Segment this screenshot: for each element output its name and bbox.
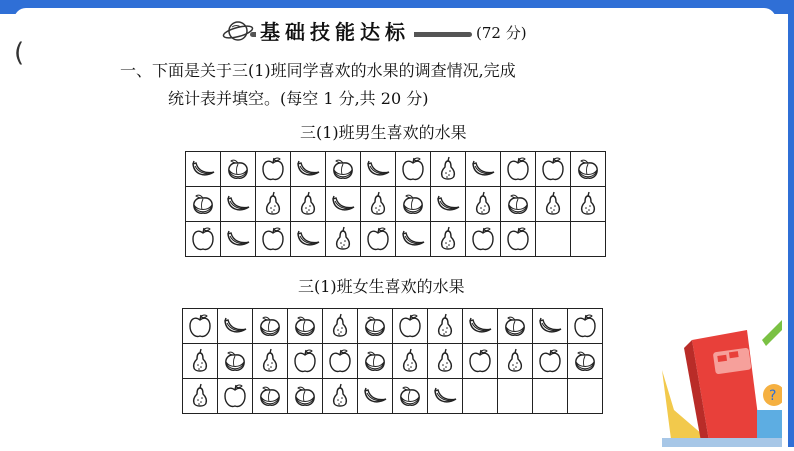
banana-icon (222, 315, 248, 337)
boys-fruit-grid (185, 151, 606, 257)
pear-icon (263, 191, 283, 217)
banana-icon (362, 385, 388, 407)
banana-icon (365, 158, 391, 180)
peach-icon (362, 314, 388, 338)
banana-cell (186, 152, 221, 187)
peach-icon (257, 384, 283, 408)
section-banner (222, 18, 474, 44)
pear-icon (333, 226, 353, 252)
peach-cell (358, 309, 393, 344)
pear-icon (435, 348, 455, 374)
pear-icon (190, 383, 210, 409)
banner-title: 基础技能达标 (256, 16, 414, 45)
banana-cell (291, 222, 326, 257)
banana-cell (431, 187, 466, 222)
banana-cell (291, 152, 326, 187)
pear-icon (330, 313, 350, 339)
planet-icon (222, 18, 256, 44)
pear-cell (431, 152, 466, 187)
apple-cell (533, 344, 568, 379)
apple-icon (293, 348, 317, 374)
pear-icon (578, 191, 598, 217)
peach-cell (288, 309, 323, 344)
apple-cell (501, 152, 536, 187)
apple-icon (401, 156, 425, 182)
peach-cell (253, 379, 288, 414)
peach-icon (362, 349, 388, 373)
banana-cell (463, 309, 498, 344)
banana-cell (361, 152, 396, 187)
apple-icon (223, 383, 247, 409)
apple-icon (261, 226, 285, 252)
svg-text:?: ? (769, 388, 777, 404)
peach-cell (326, 152, 361, 187)
apple-icon (541, 156, 565, 182)
peach-cell (393, 379, 428, 414)
empty-cell (536, 222, 571, 257)
pear-cell (326, 222, 361, 257)
banana-cell (221, 222, 256, 257)
pear-cell (361, 187, 396, 222)
pear-icon (438, 156, 458, 182)
empty-cell (571, 222, 606, 257)
pear-cell (393, 344, 428, 379)
banana-cell (358, 379, 393, 414)
empty-cell (463, 379, 498, 414)
banana-cell (218, 309, 253, 344)
apple-cell (323, 344, 358, 379)
apple-icon (468, 348, 492, 374)
apple-cell (218, 379, 253, 414)
apple-cell (256, 152, 291, 187)
banana-icon (435, 193, 461, 215)
question-line-2: 统计表并填空。(每空 1 分,共 20 分) (168, 89, 429, 108)
peach-icon (190, 192, 216, 216)
peach-icon (502, 314, 528, 338)
girls-row (183, 344, 603, 379)
apple-cell (393, 309, 428, 344)
banana-icon (190, 158, 216, 180)
boys-row (186, 187, 606, 222)
peach-icon (257, 314, 283, 338)
peach-icon (222, 349, 248, 373)
apple-cell (288, 344, 323, 379)
peach-cell (221, 152, 256, 187)
pear-cell (183, 379, 218, 414)
apple-icon (328, 348, 352, 374)
book-and-pencil-decoration (662, 300, 782, 447)
banana-cell (326, 187, 361, 222)
apple-icon (261, 156, 285, 182)
pear-cell (183, 344, 218, 379)
empty-cell (498, 379, 533, 414)
apple-icon (188, 313, 212, 339)
banana-cell (428, 379, 463, 414)
empty-cell (568, 379, 603, 414)
girls-fruit-grid (182, 308, 603, 414)
peach-icon (575, 157, 601, 181)
banana-icon (225, 193, 251, 215)
banana-icon (537, 315, 563, 337)
banana-cell (221, 187, 256, 222)
banana-icon (467, 315, 493, 337)
peach-cell (186, 187, 221, 222)
boys-row (186, 152, 606, 187)
banana-icon (295, 228, 321, 250)
pear-cell (498, 344, 533, 379)
peach-icon (292, 384, 318, 408)
pear-cell (536, 187, 571, 222)
apple-icon (538, 348, 562, 374)
banana-cell (396, 222, 431, 257)
pear-icon (190, 348, 210, 374)
peach-icon (292, 314, 318, 338)
peach-icon (505, 192, 531, 216)
apple-cell (568, 309, 603, 344)
apple-cell (256, 222, 291, 257)
pear-icon (438, 226, 458, 252)
girls-row (183, 379, 603, 414)
girls-caption: 三(1)班女生喜欢的水果 (298, 277, 465, 296)
pear-cell (571, 187, 606, 222)
pear-cell (323, 379, 358, 414)
banana-cell (533, 309, 568, 344)
apple-cell (463, 344, 498, 379)
banana-icon (225, 228, 251, 250)
banana-icon (470, 158, 496, 180)
section-score: (72 分) (476, 24, 527, 42)
peach-icon (572, 349, 598, 373)
pear-cell (253, 344, 288, 379)
apple-icon (506, 156, 530, 182)
boys-caption: 三(1)班男生喜欢的水果 (300, 123, 467, 142)
peach-cell (498, 309, 533, 344)
peach-cell (288, 379, 323, 414)
left-bracket-decoration: ( (14, 38, 25, 68)
pear-icon (543, 191, 563, 217)
peach-cell (571, 152, 606, 187)
pear-cell (428, 309, 463, 344)
apple-icon (506, 226, 530, 252)
peach-cell (501, 187, 536, 222)
pear-icon (400, 348, 420, 374)
apple-cell (396, 152, 431, 187)
peach-cell (218, 344, 253, 379)
apple-cell (361, 222, 396, 257)
peach-icon (225, 157, 251, 181)
right-frame-bar (788, 0, 794, 447)
apple-cell (186, 222, 221, 257)
banana-icon (295, 158, 321, 180)
peach-icon (397, 384, 423, 408)
apple-cell (466, 222, 501, 257)
peach-cell (568, 344, 603, 379)
pear-icon (368, 191, 388, 217)
pear-cell (291, 187, 326, 222)
pear-icon (330, 383, 350, 409)
apple-cell (183, 309, 218, 344)
peach-cell (253, 309, 288, 344)
banana-icon (432, 385, 458, 407)
apple-icon (191, 226, 215, 252)
pear-cell (323, 309, 358, 344)
pear-cell (428, 344, 463, 379)
banana-cell (466, 152, 501, 187)
apple-icon (398, 313, 422, 339)
girls-row (183, 309, 603, 344)
peach-icon (330, 157, 356, 181)
peach-cell (396, 187, 431, 222)
pear-icon (473, 191, 493, 217)
apple-cell (536, 152, 571, 187)
pear-cell (431, 222, 466, 257)
boys-row (186, 222, 606, 257)
apple-cell (501, 222, 536, 257)
apple-icon (573, 313, 597, 339)
pear-icon (260, 348, 280, 374)
pear-cell (466, 187, 501, 222)
apple-icon (366, 226, 390, 252)
question-line-1: 一、下面是关于三(1)班同学喜欢的水果的调查情况,完成 (120, 61, 516, 80)
pear-icon (298, 191, 318, 217)
pear-cell (256, 187, 291, 222)
banana-icon (400, 228, 426, 250)
peach-cell (358, 344, 393, 379)
empty-cell (533, 379, 568, 414)
apple-icon (471, 226, 495, 252)
pear-icon (435, 313, 455, 339)
banana-icon (330, 193, 356, 215)
peach-icon (400, 192, 426, 216)
pear-icon (505, 348, 525, 374)
